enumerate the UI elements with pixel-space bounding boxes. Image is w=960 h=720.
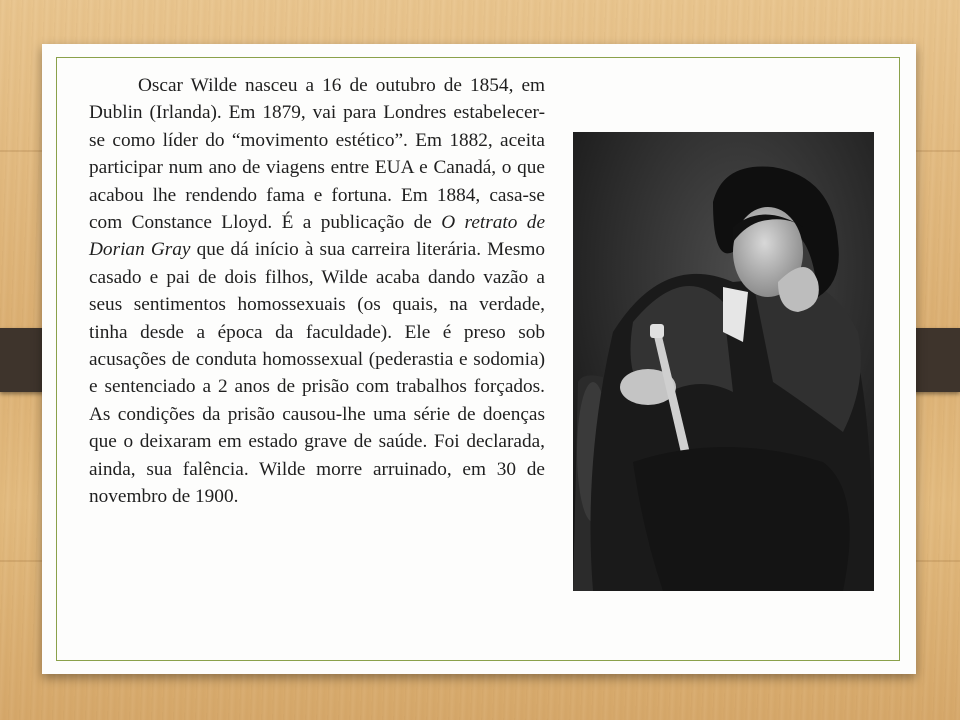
portrait-photo (573, 132, 874, 591)
biography-text (89, 72, 545, 511)
portrait-illustration (573, 132, 874, 591)
paragraph-part-1: Oscar Wilde nasceu a 16 de outubro de 1854, em Dublin (Irlanda). Em 1879, vai para Londres estabelecer-se como líder do “movimento estético”. Em 1882, aceita participar num ano de viagens entre EUA e Canadá, o que acabou lhe rendendo fama e fortuna. Em 1884, casa-se com Constance Lloyd. É a publicação de (89, 75, 545, 234)
book-title: O retrato de Dorian Gray (89, 212, 545, 261)
slide-card (42, 44, 916, 674)
paragraph-part-2: que dá início à sua carreira literária. Mesmo casado e pai de dois filhos, Wilde acaba dando vazão a seus sentimentos homossexuais (os quais, na verdade, tinha desde a época da faculdade). Ele é preso sob acusações de conduta homossexual (pederastia e sodomia) e sentenciado a 2 anos de prisão com trabalhos forçados. As condições da prisão causou-lhe uma série de doenças que o deixaram em estado grave de saúde. Foi declarada, ainda, sua falência. Wilde morre arruinado, em 30 de novembro de 1900. (89, 239, 546, 508)
biography-paragraph (89, 72, 545, 511)
